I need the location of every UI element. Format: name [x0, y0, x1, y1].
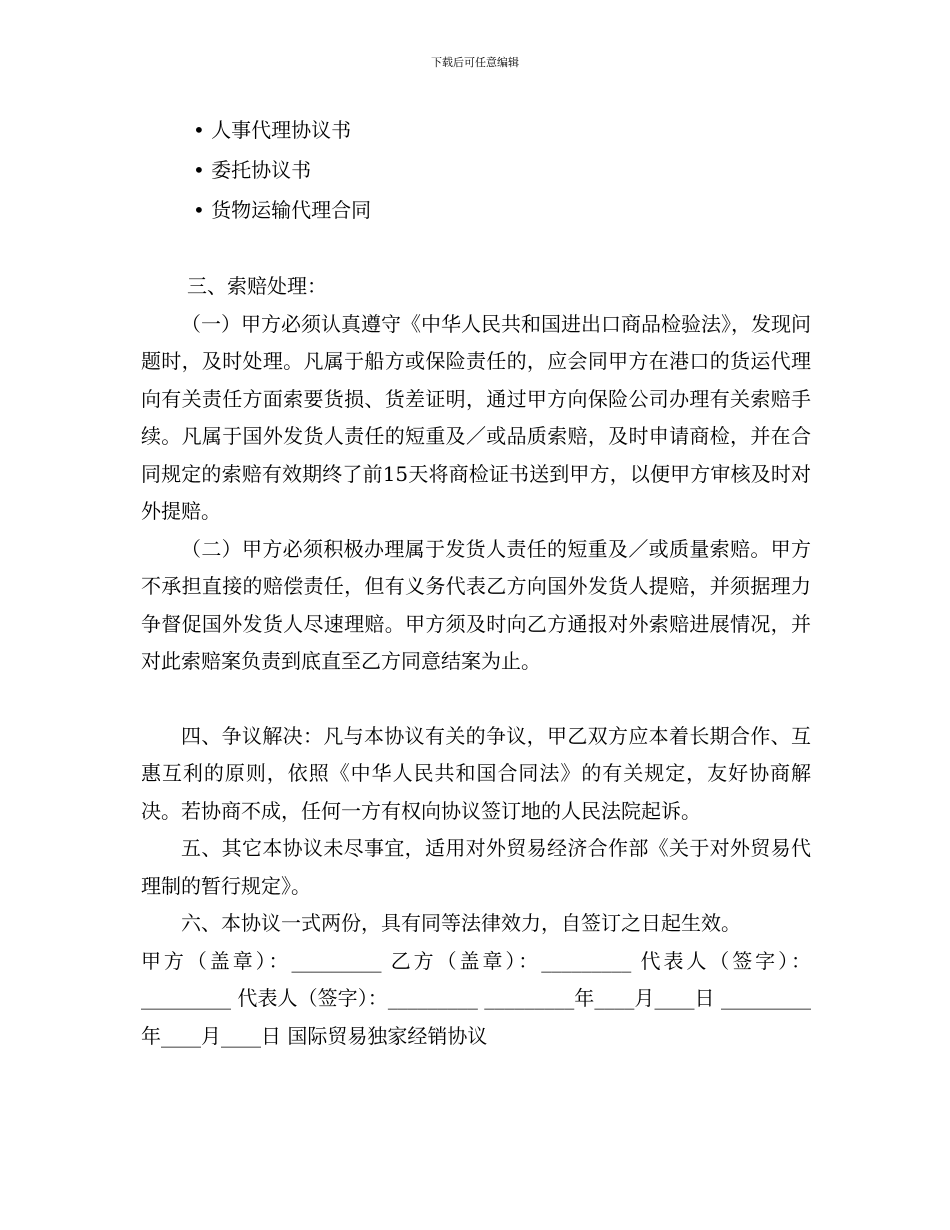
section-6-effect: 六、本协议一式两份，具有同等法律效力，自签订之日起生效。	[181, 911, 741, 935]
list-item[interactable]: • 委托协议书	[193, 158, 312, 182]
signature-block: 甲方（盖章）：_________ 乙方（盖章）：_________ 代表人（签字）：_________ 代表人（签字）：_________ _________年____月____日 _________年____月____日 国际贸易独家经销协议	[141, 948, 811, 1048]
section-5-other: 五、其它本协议未尽事宜，适用对外贸易经济合作部《关于对外贸易代理制的暂行规定》。	[141, 836, 811, 898]
section-3-clause-2: （二）甲方必须积极办理属于发货人责任的短重及／或质量索赔。甲方不承担直接的赔偿责任，但有义务代表乙方向国外发货人提赔，并须据理力争督促国外发货人尽速理赔。甲方须及时向乙方通报对外索赔进展情况，并对此索赔案负责到底直至乙方同意结案为止。	[141, 536, 811, 673]
list-item[interactable]: • 货物运输代理合同	[193, 198, 372, 222]
document-body	[141, 268, 811, 1055]
related-docs-list	[193, 110, 371, 230]
paragraph-gap	[141, 681, 811, 718]
section-3-title: 三、索赔处理：	[187, 274, 327, 298]
section-4-dispute: 四、争议解决：凡与本协议有关的争议，甲乙双方应本着长期合作、互惠互利的原则，依照《中华人民共和国合同法》的有关规定，友好协商解决。若协商不成，任何一方有权向协议签订地的人民法院起诉。	[141, 723, 811, 823]
section-3-clause-1: （一）甲方必须认真遵守《中华人民共和国进出口商品检验法》，发现问题时，及时处理。凡属于船方或保险责任的，应会同甲方在港口的货运代理向有关责任方面索要货损、货差证明，通过甲方向保险公司办理有关索赔手续。凡属于国外发货人责任的短重及／或品质索赔，及时申请商检，并在合同规定的索赔有效期终了前15天将商检证书送到甲方，以便甲方审核及时对外提赔。	[141, 311, 811, 523]
list-item[interactable]: • 人事代理协议书	[193, 118, 352, 142]
page-header-note: 下载后可任意编辑	[431, 56, 519, 69]
